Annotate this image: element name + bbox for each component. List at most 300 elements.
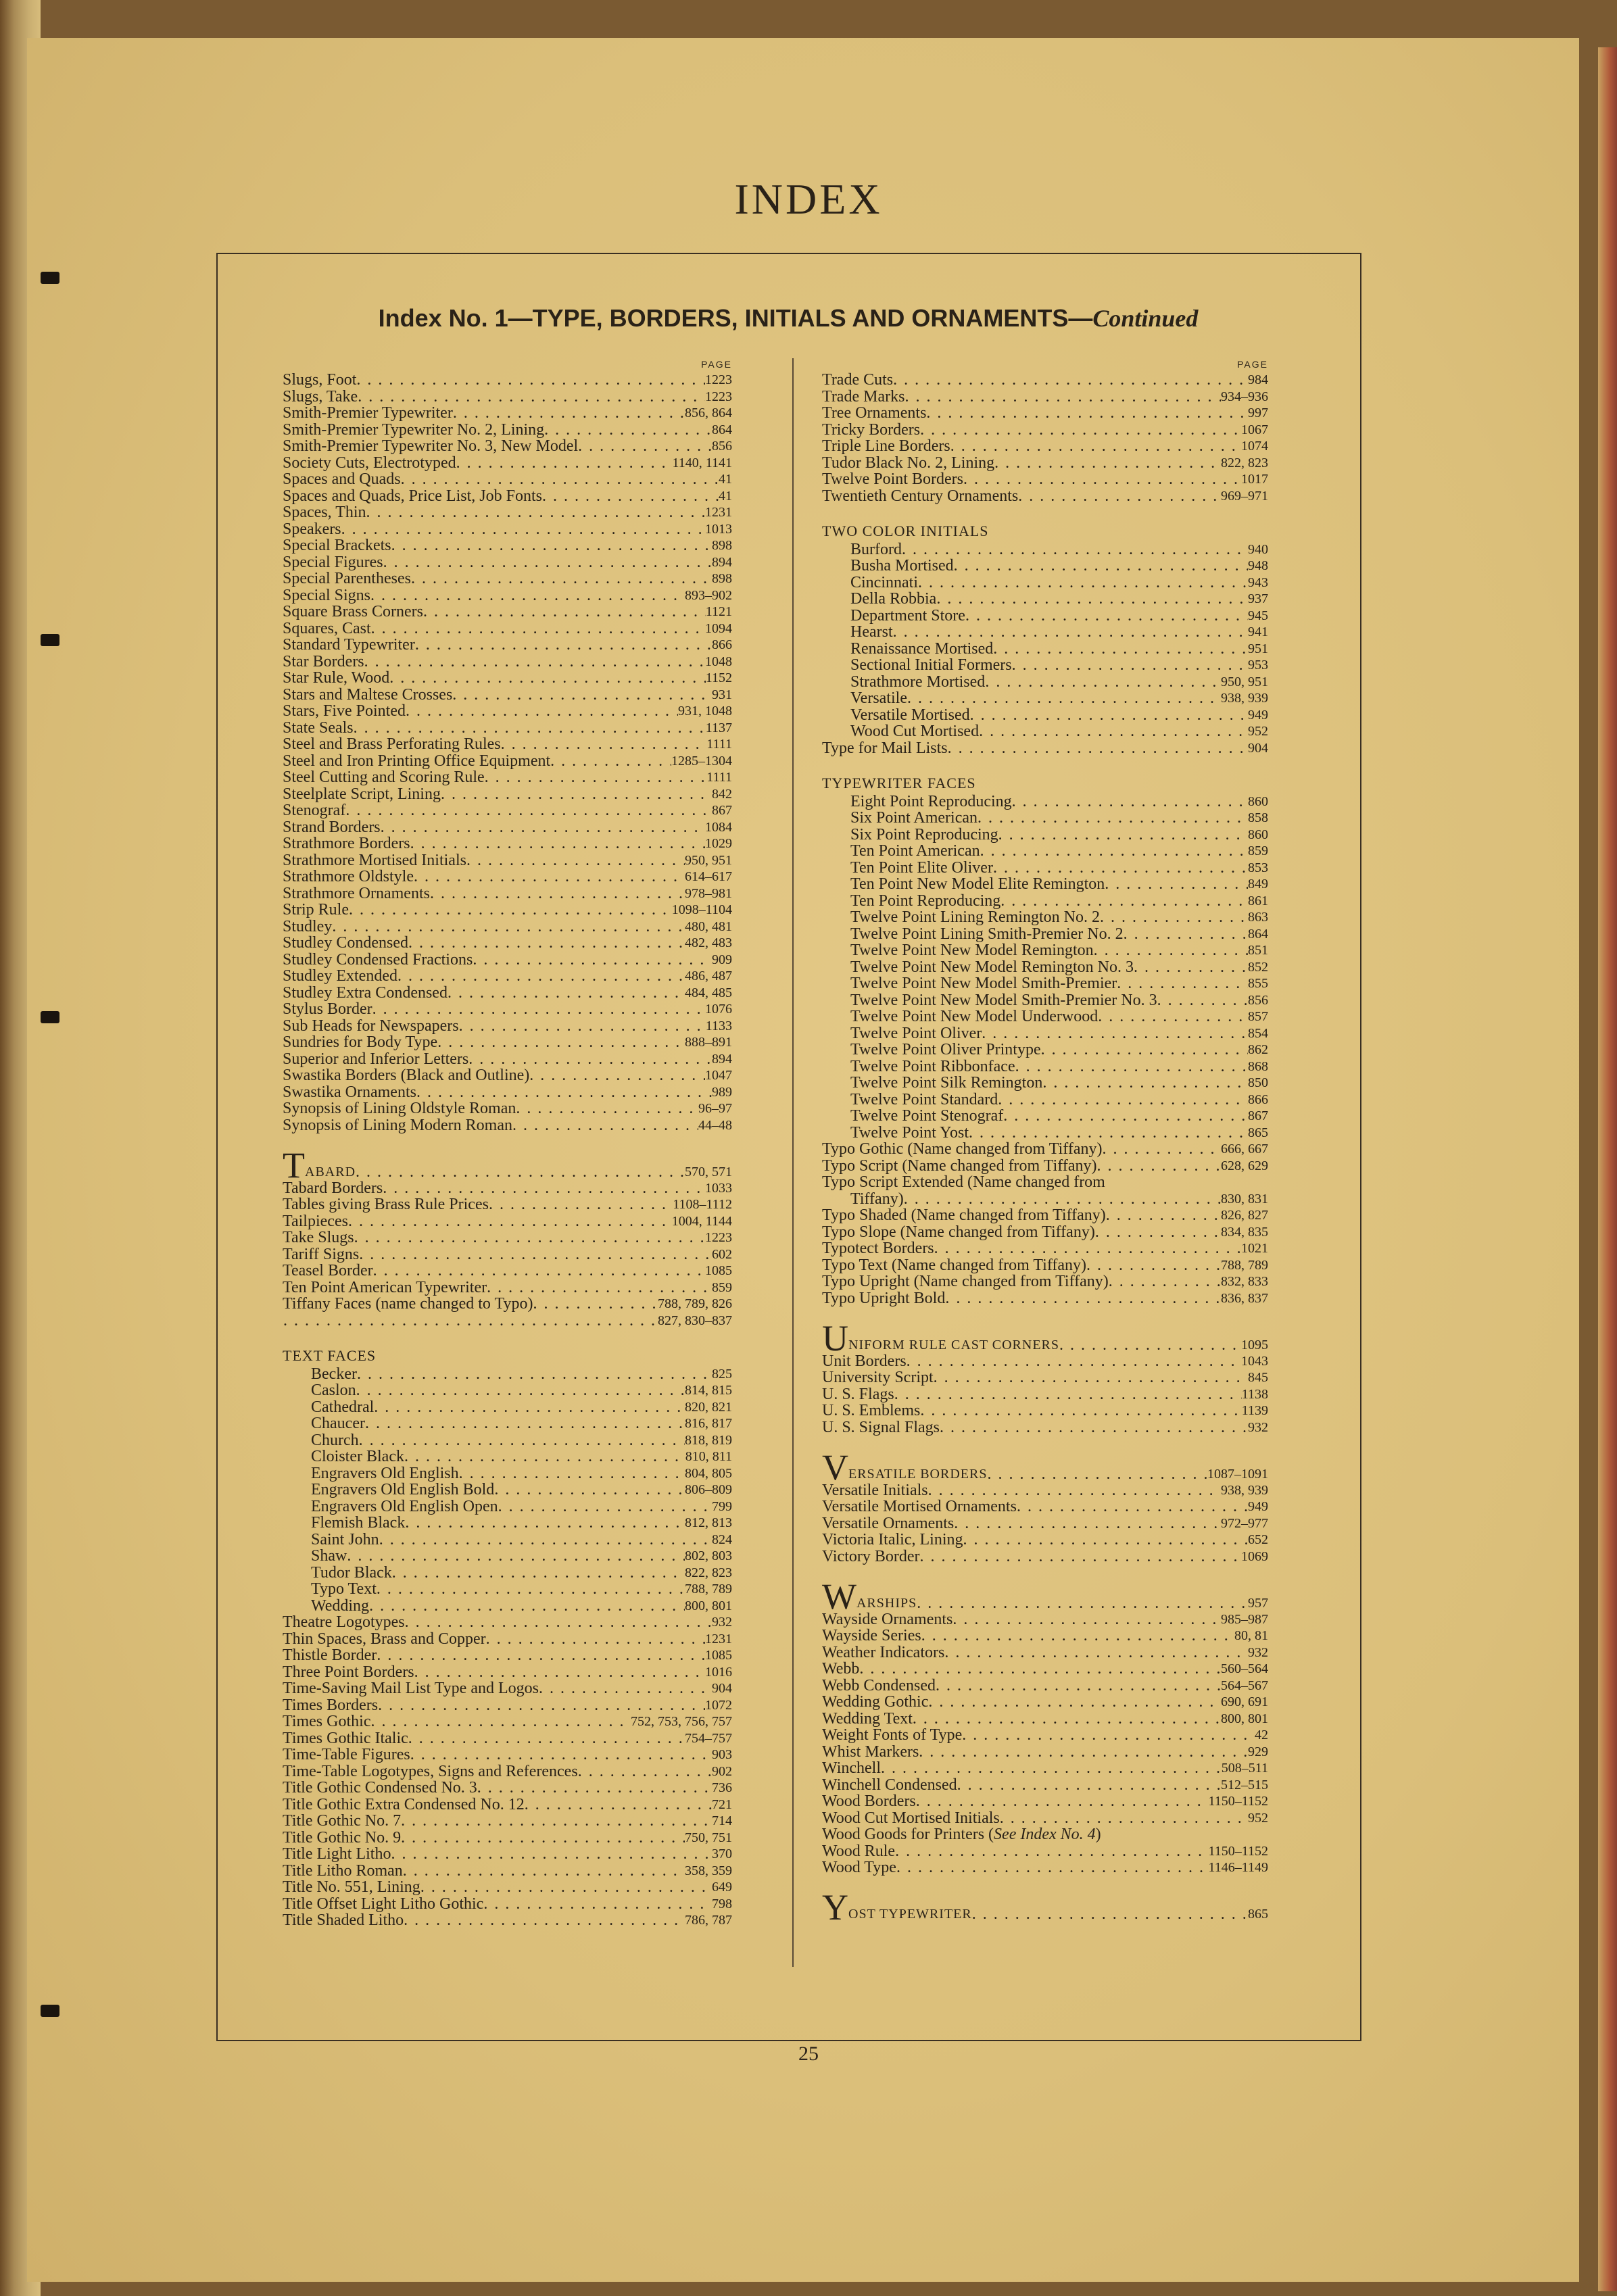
entry-page: 851 — [1248, 943, 1268, 958]
leader-dots — [945, 1290, 1221, 1307]
index-entry — [283, 1482, 732, 1498]
entry-label: Studley Condensed Fractions — [283, 950, 473, 969]
leader-dots — [926, 405, 1248, 422]
initial-letter: W — [822, 1576, 856, 1617]
leader-dots — [357, 1366, 712, 1383]
page-edge — [1598, 47, 1617, 2291]
index-entry — [822, 1678, 1268, 1694]
index-entry — [822, 1042, 1268, 1058]
entry-label: Tiffany) — [850, 1190, 904, 1208]
heading-rest: OST TYPEWRITER — [848, 1907, 972, 1922]
entry-page: 818, 819 — [685, 1432, 732, 1448]
leader-dots — [1109, 1273, 1221, 1290]
entry-label: Strip Rule — [283, 901, 349, 919]
index-entry — [283, 1382, 732, 1399]
entry-label: Stenograf — [283, 802, 346, 819]
index-entry — [822, 372, 1268, 389]
index-entry — [822, 438, 1268, 455]
entry-page: 853 — [1248, 860, 1268, 875]
entry-label: Wood Rule — [822, 1842, 896, 1860]
leader-dots — [894, 1386, 1242, 1403]
index-entry — [283, 1680, 732, 1697]
index-entry — [822, 1257, 1268, 1274]
letter-section-heading — [822, 1576, 1268, 1617]
leader-dots — [1012, 657, 1248, 674]
index-entry — [283, 687, 732, 704]
index-entry — [822, 608, 1268, 625]
entry-page: 1108–1112 — [673, 1197, 732, 1212]
heading-rest: NIFORM RULE CAST CORNERS — [848, 1337, 1060, 1352]
binding-hole — [41, 634, 59, 646]
entry-page: 888–891 — [685, 1035, 732, 1050]
entry-label: Unit Borders — [822, 1352, 907, 1370]
leader-dots — [893, 372, 1248, 389]
entry-page: 1013 — [705, 521, 732, 537]
entry-page: 1223 — [705, 1230, 732, 1245]
index-entry — [283, 786, 732, 803]
entry-page: 943 — [1248, 575, 1268, 590]
entry-page: 564–567 — [1221, 1678, 1268, 1693]
index-entry — [283, 1548, 732, 1565]
leader-dots — [473, 952, 712, 969]
leader-dots — [406, 703, 678, 720]
entry-label: Stars and Maltese Crosses — [283, 685, 453, 704]
entry-page: 1223 — [705, 372, 732, 387]
heading-rest: ERSATILE BORDERS — [848, 1466, 988, 1482]
leader-dots — [969, 1125, 1248, 1142]
leader-dots — [1000, 1810, 1248, 1827]
entry-label: Wedding Text — [822, 1709, 913, 1728]
index-entry — [822, 1826, 1268, 1843]
index-entry — [283, 654, 732, 670]
leader-dots — [498, 1498, 712, 1515]
entry-label: Strand Borders — [283, 818, 381, 836]
index-subheading — [216, 304, 1360, 333]
entry-label: Caslon — [311, 1382, 356, 1399]
entry-page: 938, 939 — [1221, 691, 1268, 706]
entry-label: U. S. Emblems — [822, 1402, 921, 1419]
leader-dots — [952, 1611, 1221, 1628]
entry-page: 1223 — [705, 389, 732, 404]
entry-label: Smith-Premier Typewriter No. 3, New Model — [283, 437, 579, 455]
index-entry — [822, 674, 1268, 691]
entry-label: Steel and Brass Perforating Rules — [283, 735, 501, 753]
leader-dots — [369, 1598, 685, 1615]
index-entry — [822, 1008, 1268, 1025]
leader-dots — [414, 869, 685, 885]
entry-label: Versatile Mortised Ornaments — [822, 1498, 1017, 1515]
entry-page: 1004, 1144 — [671, 1213, 732, 1229]
leader-dots — [902, 541, 1248, 558]
index-entry — [283, 720, 732, 737]
entry-label: Time-Table Figures — [283, 1746, 410, 1763]
index-entry — [283, 1465, 732, 1482]
entry-label: Twelve Point Oliver Printype — [850, 1041, 1041, 1058]
leader-dots — [919, 1744, 1248, 1761]
entry-page: 1121 — [705, 604, 732, 619]
leader-dots — [918, 575, 1248, 591]
index-entry — [283, 1313, 732, 1329]
entry-label: Slugs, Foot — [283, 371, 357, 389]
spacer — [822, 756, 1268, 773]
index-entry — [283, 1117, 732, 1134]
index-entry — [283, 1879, 732, 1896]
entry-page: 932 — [712, 1615, 732, 1630]
entry-page: 799 — [712, 1498, 732, 1514]
entry-page: 814, 815 — [685, 1383, 732, 1398]
leader-dots — [408, 935, 685, 952]
index-entry — [283, 952, 732, 969]
entry-label: Wayside Ornaments — [822, 1610, 953, 1628]
entry-label: Tudor Black — [311, 1563, 392, 1582]
index-entry — [283, 1664, 732, 1681]
index-entry — [822, 1290, 1268, 1307]
entry-page: 997 — [1248, 406, 1268, 420]
entry-label: Speakers — [283, 520, 341, 538]
leader-dots — [512, 1117, 698, 1134]
entry-page: 949 — [1248, 1499, 1268, 1514]
initial-letter: Y — [822, 1887, 848, 1928]
index-entry — [283, 1263, 732, 1279]
leader-dots — [948, 740, 1248, 757]
entry-label: Typo Upright Bold — [822, 1289, 946, 1307]
leader-dots — [544, 422, 712, 439]
entry-label: Thin Spaces, Brass and Copper — [283, 1630, 486, 1648]
entry-label — [822, 1826, 1101, 1843]
subheading-continued: Continued — [1092, 305, 1199, 332]
index-entry — [283, 471, 732, 488]
index-entry — [822, 942, 1268, 959]
leader-dots — [950, 438, 1241, 455]
entry-page: 736 — [712, 1780, 732, 1795]
leader-dots — [466, 852, 685, 869]
entry-page: 863 — [1248, 910, 1268, 925]
index-entry — [822, 827, 1268, 844]
index-entry — [283, 488, 732, 505]
leader-dots — [979, 723, 1248, 740]
index-entry — [283, 504, 732, 521]
index-entry — [283, 1084, 732, 1101]
entry-page: 560–564 — [1221, 1661, 1268, 1676]
leader-dots — [345, 802, 712, 819]
index-entry — [283, 885, 732, 902]
entry-page: 1017 — [1241, 472, 1268, 487]
entry-page: 788, 789 — [1221, 1257, 1268, 1273]
index-entry — [283, 620, 732, 637]
index-entry — [283, 405, 732, 422]
entry-label: Six Point Reproducing — [850, 825, 998, 844]
index-entry — [283, 554, 732, 571]
entry-label: Spaces and Quads, Price List, Job Fonts — [283, 487, 542, 505]
leader-dots — [411, 570, 712, 587]
index-entry — [283, 703, 732, 720]
entry-page: 898 — [712, 538, 732, 553]
entry-page: 1076 — [705, 1002, 732, 1017]
entry-page: 849 — [1248, 877, 1268, 891]
leader-dots — [283, 1313, 658, 1329]
entry-label: University Script — [822, 1369, 934, 1386]
entry-label: Standard Typewriter — [283, 636, 415, 654]
entry-page: 1085 — [705, 1263, 732, 1278]
entry-page: 932 — [1248, 1644, 1268, 1660]
entry-page: 825 — [712, 1366, 732, 1382]
leader-dots — [365, 1415, 685, 1432]
index-entry — [822, 1058, 1268, 1075]
entry-page: 1137 — [705, 720, 732, 735]
entry-label: Twelve Point New Model Smith-Premier — [850, 975, 1117, 992]
entry-page: 1043 — [1241, 1353, 1268, 1369]
leader-dots — [965, 608, 1248, 625]
entry-page: 1152 — [705, 670, 732, 685]
index-entry — [822, 1207, 1268, 1224]
entry-label: Department Store — [850, 606, 965, 625]
leader-dots — [1124, 926, 1248, 943]
leader-dots — [928, 1694, 1221, 1711]
entry-label: Title Gothic No. 9 — [283, 1828, 402, 1847]
entry-page: 950, 951 — [685, 852, 732, 868]
entry-label: Tables giving Brass Rule Prices — [283, 1196, 489, 1213]
entry-page: 902 — [712, 1763, 732, 1779]
index-entry — [822, 422, 1268, 439]
entry-page: 1072 — [705, 1697, 732, 1713]
entry-label: State Seals — [283, 718, 354, 737]
entry-page: 1133 — [705, 1018, 732, 1033]
leader-dots — [408, 1730, 685, 1747]
entry-label: Steel Cutting and Scoring Rule — [283, 768, 485, 786]
entry-label: Della Robbia — [850, 590, 937, 608]
index-entry — [822, 1859, 1268, 1876]
index-entry — [283, 902, 732, 919]
entry-label: Versatile — [850, 689, 907, 707]
entry-page: 852 — [1248, 959, 1268, 975]
leader-dots — [414, 1664, 705, 1681]
leader-dots — [1012, 793, 1248, 810]
index-entry — [822, 1644, 1268, 1661]
entry-label: Hearst — [850, 623, 893, 641]
entry-page: 932 — [1248, 1419, 1268, 1435]
entry-label: Versatile Initials — [822, 1481, 928, 1499]
initial-letter: U — [822, 1317, 848, 1359]
entry-page: 41 — [719, 488, 732, 504]
leader-dots — [364, 654, 705, 670]
entry-label: Ten Point Reproducing — [850, 891, 1001, 910]
entry-page: 938, 939 — [1221, 1482, 1268, 1498]
entry-page: 570, 571 — [685, 1164, 732, 1179]
entry-label: Wood Cut Mortised — [850, 723, 980, 740]
spacer — [822, 1565, 1268, 1582]
entry-label: Studley Condensed — [283, 934, 408, 952]
index-entry — [822, 575, 1268, 591]
entry-page: 721 — [712, 1797, 732, 1812]
entry-page: 931 — [712, 687, 732, 702]
index-entry — [822, 657, 1268, 674]
entry-page: 836, 837 — [1221, 1290, 1268, 1306]
entry-label: Time-Saving Mail List Type and Logos — [283, 1680, 539, 1697]
leader-dots — [978, 810, 1248, 827]
entry-page: 868 — [1248, 1058, 1268, 1074]
entry-label: Tariff Signs — [283, 1245, 360, 1263]
index-entry — [822, 1744, 1268, 1761]
leader-dots — [928, 1482, 1221, 1499]
entry-page: 850 — [1248, 1075, 1268, 1090]
index-entry — [283, 587, 732, 604]
entry-label: Studley Extra Condensed — [283, 983, 448, 1002]
leader-dots — [410, 1747, 712, 1763]
entry-label: Swastika Borders (Black and Outline) — [283, 1067, 530, 1084]
entry-label: Title No. 551, Lining — [283, 1878, 420, 1896]
leader-dots — [423, 604, 706, 620]
leader-dots — [920, 1548, 1241, 1565]
index-entry — [822, 1025, 1268, 1042]
section-heading: TYPEWRITER FACES — [822, 774, 976, 791]
index-entry — [283, 835, 732, 852]
entry-page: 903 — [712, 1747, 732, 1762]
leader-dots — [963, 471, 1241, 488]
entry-label: Title Gothic No. 7 — [283, 1812, 402, 1830]
leader-dots — [940, 1419, 1248, 1436]
entry-label: Synopsis of Lining Oldstyle Roman — [283, 1100, 516, 1117]
entry-label: U. S. Signal Flags — [822, 1418, 940, 1436]
leader-dots — [453, 405, 685, 422]
entry-page: 862 — [1248, 1042, 1268, 1057]
entry-page: 750, 751 — [685, 1830, 732, 1845]
entry-label: Twelve Point Lining Smith-Premier No. 2 — [850, 925, 1124, 943]
left-column — [283, 357, 732, 1929]
leader-dots — [403, 1863, 685, 1880]
index-entry — [283, 1246, 732, 1263]
leader-dots — [998, 1092, 1248, 1108]
leader-dots — [998, 827, 1248, 844]
leader-dots — [452, 687, 712, 704]
entry-page: 856 — [1248, 992, 1268, 1008]
entry-label: Six Point American — [850, 809, 978, 827]
index-entry — [822, 1353, 1268, 1370]
leader-dots — [907, 690, 1221, 707]
index-entry — [822, 1369, 1268, 1386]
entry-label: Eight Point Reproducing — [850, 792, 1012, 810]
entry-label: Synopsis of Lining Modern Roman — [283, 1116, 512, 1134]
leader-dots — [578, 438, 712, 455]
entry-label: Studley — [283, 917, 333, 935]
leader-dots — [542, 488, 719, 505]
spacer — [283, 1329, 732, 1346]
entry-page: 934–936 — [1221, 389, 1268, 404]
index-entry — [283, 819, 732, 836]
index-entry — [822, 1482, 1268, 1499]
entry-page: 856, 864 — [685, 406, 732, 420]
leader-dots — [354, 720, 706, 737]
entry-page: 931, 1048 — [678, 704, 732, 718]
index-entry — [283, 1813, 732, 1830]
leader-dots — [401, 471, 719, 488]
entry-label: Special Brackets — [283, 537, 391, 554]
entry-label: Ten Point American Typewriter — [283, 1278, 487, 1296]
leader-dots — [383, 554, 712, 571]
index-entry — [283, 1001, 732, 1018]
leader-dots — [379, 1532, 712, 1548]
entry-page: 856 — [712, 439, 732, 454]
leader-dots — [962, 1727, 1255, 1744]
leader-dots — [420, 1879, 712, 1896]
binding-hole — [41, 2005, 59, 2017]
entry-page: 842 — [712, 786, 732, 802]
entry-label: Tree Ornaments — [822, 404, 927, 422]
entry-label: Typo Script Extended (Name changed from — [822, 1173, 1105, 1191]
entry-page: 804, 805 — [685, 1465, 732, 1481]
index-entry — [283, 372, 732, 389]
index-entry — [283, 1415, 732, 1432]
leader-dots — [1102, 1141, 1221, 1158]
leader-dots — [1018, 488, 1221, 505]
entry-page: 1029 — [705, 836, 732, 851]
entry-label: Twelve Point New Model Remington No. 3 — [850, 958, 1134, 976]
entry-label: Title Offset Light Litho Gothic — [283, 1895, 484, 1913]
leader-dots — [356, 372, 705, 389]
letter-section-heading — [283, 1144, 732, 1186]
leader-dots — [1098, 1008, 1248, 1025]
entry-label: Whist Markers — [822, 1742, 919, 1761]
index-entry — [283, 1432, 732, 1449]
entry-page: 649 — [712, 1880, 732, 1895]
entry-label: Star Rule, Wood — [283, 669, 390, 687]
leader-dots — [1000, 893, 1248, 910]
entry-page: 802, 803 — [685, 1548, 732, 1563]
index-entry — [283, 1830, 732, 1847]
leader-dots — [944, 1644, 1248, 1661]
leader-dots — [456, 455, 673, 472]
index-entry — [822, 1273, 1268, 1290]
index-entry — [822, 723, 1268, 740]
entry-page: 786, 787 — [685, 1913, 732, 1928]
leader-dots — [391, 537, 712, 554]
index-entry — [822, 1694, 1268, 1711]
leader-dots — [477, 1780, 712, 1797]
entry-page: 866 — [712, 637, 732, 652]
entry-page: 1087–1091 — [1207, 1466, 1268, 1482]
index-entry — [283, 1196, 732, 1213]
entry-label: Typo Text — [311, 1580, 377, 1598]
entry-label: Weather Indicators — [822, 1643, 945, 1661]
entry-page: 822, 823 — [685, 1565, 732, 1580]
entry-label: Sub Heads for Newspapers — [283, 1017, 459, 1035]
entry-label: Typo Gothic (Name changed from Tiffany) — [822, 1140, 1103, 1158]
entry-label: Smith-Premier Typewriter No. 2, Lining — [283, 420, 545, 439]
index-entry — [283, 1598, 732, 1615]
index-entry — [283, 422, 732, 439]
index-entry — [283, 869, 732, 885]
index-entry — [283, 521, 732, 538]
leader-dots — [370, 587, 685, 604]
index-entry — [283, 670, 732, 687]
entry-label: Spaces, Thin — [283, 504, 366, 521]
index-entry — [283, 1034, 732, 1051]
leader-dots — [410, 835, 705, 852]
leader-dots — [936, 1678, 1221, 1694]
entry-page: 1016 — [705, 1664, 732, 1680]
index-entry — [822, 1760, 1268, 1777]
entry-label: Title Litho Roman — [283, 1861, 403, 1880]
index-entry — [283, 1863, 732, 1880]
entry-page: 1033 — [705, 1180, 732, 1196]
entry-label: Shaw — [311, 1547, 347, 1565]
index-entry — [283, 1780, 732, 1797]
entry-label: Ten Point New Model Elite Remington — [850, 875, 1105, 893]
spacer — [822, 1876, 1268, 1893]
index-entry — [283, 1912, 732, 1929]
index-entry — [822, 1419, 1268, 1436]
entry-label: Becker — [311, 1365, 357, 1383]
entry-label: Society Cuts, Electrotyped — [283, 454, 456, 472]
